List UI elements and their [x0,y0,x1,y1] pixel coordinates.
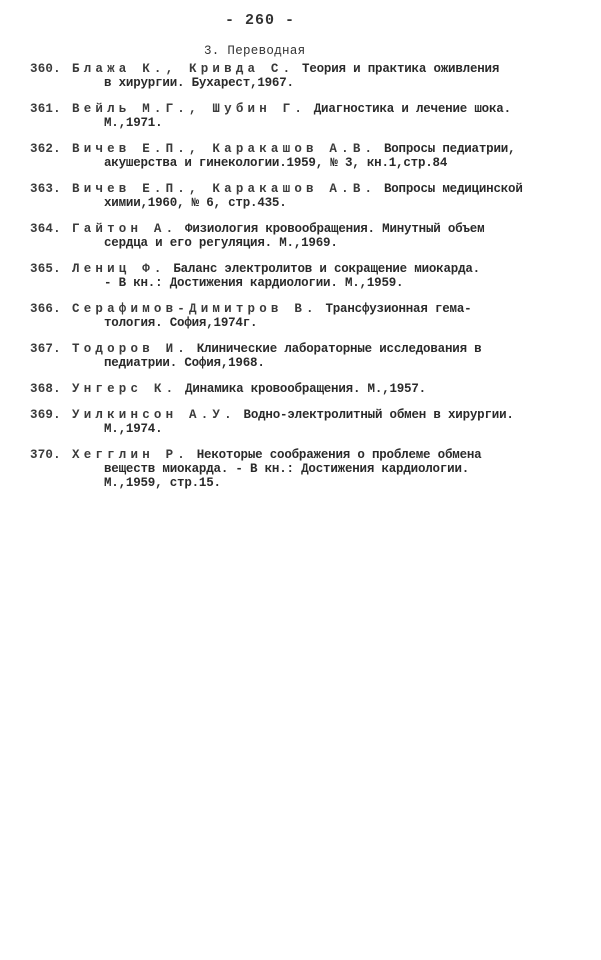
reference-continuation-line: М.,1974. [104,422,163,436]
reference-body [72,262,575,290]
reference-title: Физиология кровообращения. Минутный объем [185,222,485,236]
reference-author: Хегглин Р. [72,448,190,462]
reference-number: 361. [30,102,61,116]
reference-body [72,102,575,130]
reference-continuation-line: веществ миокарда. - В кн.: Достижения кардиологии. [104,462,470,476]
reference-continuation-line: педиатрии. София,1968. [104,356,265,370]
reference-title: Водно-электролитный обмен в хирургии. [243,408,514,422]
reference-first-line [72,62,575,76]
reference-item [30,142,575,170]
reference-title: Клинические лабораторные исследования в [196,342,482,356]
reference-body [72,62,575,90]
reference-first-line [72,182,575,196]
reference-continuation-line: химии,1960, № 6, стр.435. [104,196,287,210]
reference-author: Серафимов-Димитров В. [72,302,318,316]
reference-item [30,222,575,250]
reference-first-line [72,302,575,316]
reference-first-line [72,342,575,356]
reference-body [72,408,575,436]
reference-item [30,342,575,370]
reference-item [30,262,575,290]
reference-title: Некоторые соображения о проблеме обмена [196,448,482,462]
reference-title: Динамика кровообращения. М.,1957. [185,382,426,396]
reference-number: 362. [30,142,61,156]
reference-first-line [72,142,575,156]
reference-number: 364. [30,222,61,236]
reference-item [30,302,575,330]
reference-continuation-line: акушерства и гинекологии.1959, № 3, кн.1,стр.84 [104,156,448,170]
reference-number: 370. [30,448,61,462]
reference-continuation-line: в хирургии. Бухарест,1967. [104,76,294,90]
reference-author: Гайтон А. [72,222,178,236]
reference-body [72,448,575,490]
reference-number: 363. [30,182,61,196]
reference-body [72,142,575,170]
reference-first-line [72,102,575,116]
reference-author: Вичев Е.П., Каракашов А.В. [72,142,377,156]
reference-body [72,302,575,330]
reference-author: Лениц Ф. [72,262,166,276]
reference-item [30,182,575,210]
reference-item [30,382,575,396]
reference-number: 360. [30,62,61,76]
reference-body [72,342,575,370]
reference-continuation-line: - В кн.: Достижения кардиологии. М.,1959. [104,276,404,290]
reference-body [72,382,575,396]
reference-first-line [72,382,575,396]
reference-item [30,448,575,490]
reference-item [30,102,575,130]
reference-author: Уилкинсон А.У. [72,408,236,422]
reference-title: Вопросы медицинской [383,182,523,196]
reference-body [72,182,575,210]
reference-title: Диагностика и лечение шока. [313,102,511,116]
reference-title: Баланс электролитов и сокращение миокарда. [173,262,480,276]
reference-author: Унгерс К. [72,382,178,396]
reference-first-line [72,222,575,236]
reference-author: Вейль М.Г., Шубин Г. [72,102,307,116]
page-number: - 260 - [224,12,295,29]
reference-first-line [72,262,575,276]
reference-continuation-line: тология. София,1974г. [104,316,258,330]
reference-continuation-line: М.,1971. [104,116,163,130]
reference-continuation-line: М.,1959, стр.15. [104,476,221,490]
reference-list [30,62,575,502]
reference-author: Вичев Е.П., Каракашов А.В. [72,182,377,196]
reference-author: Блажа К., Кривда С. [72,62,295,76]
reference-title: Теория и практика оживления [302,62,500,76]
reference-item [30,62,575,90]
reference-body [72,222,575,250]
reference-number: 369. [30,408,61,422]
reference-number: 365. [30,262,61,276]
reference-item [30,408,575,436]
reference-number: 366. [30,302,61,316]
reference-title: Трансфузионная гема- [325,302,472,316]
reference-continuation-line: сердца и его регуляция. М.,1969. [104,236,338,250]
reference-first-line [72,408,575,422]
reference-title: Вопросы педиатрии, [383,142,516,156]
reference-first-line [72,448,575,462]
reference-number: 368. [30,382,61,396]
reference-number: 367. [30,342,61,356]
reference-author: Тодоров И. [72,342,190,356]
section-heading: 3. Переводная [204,44,306,58]
